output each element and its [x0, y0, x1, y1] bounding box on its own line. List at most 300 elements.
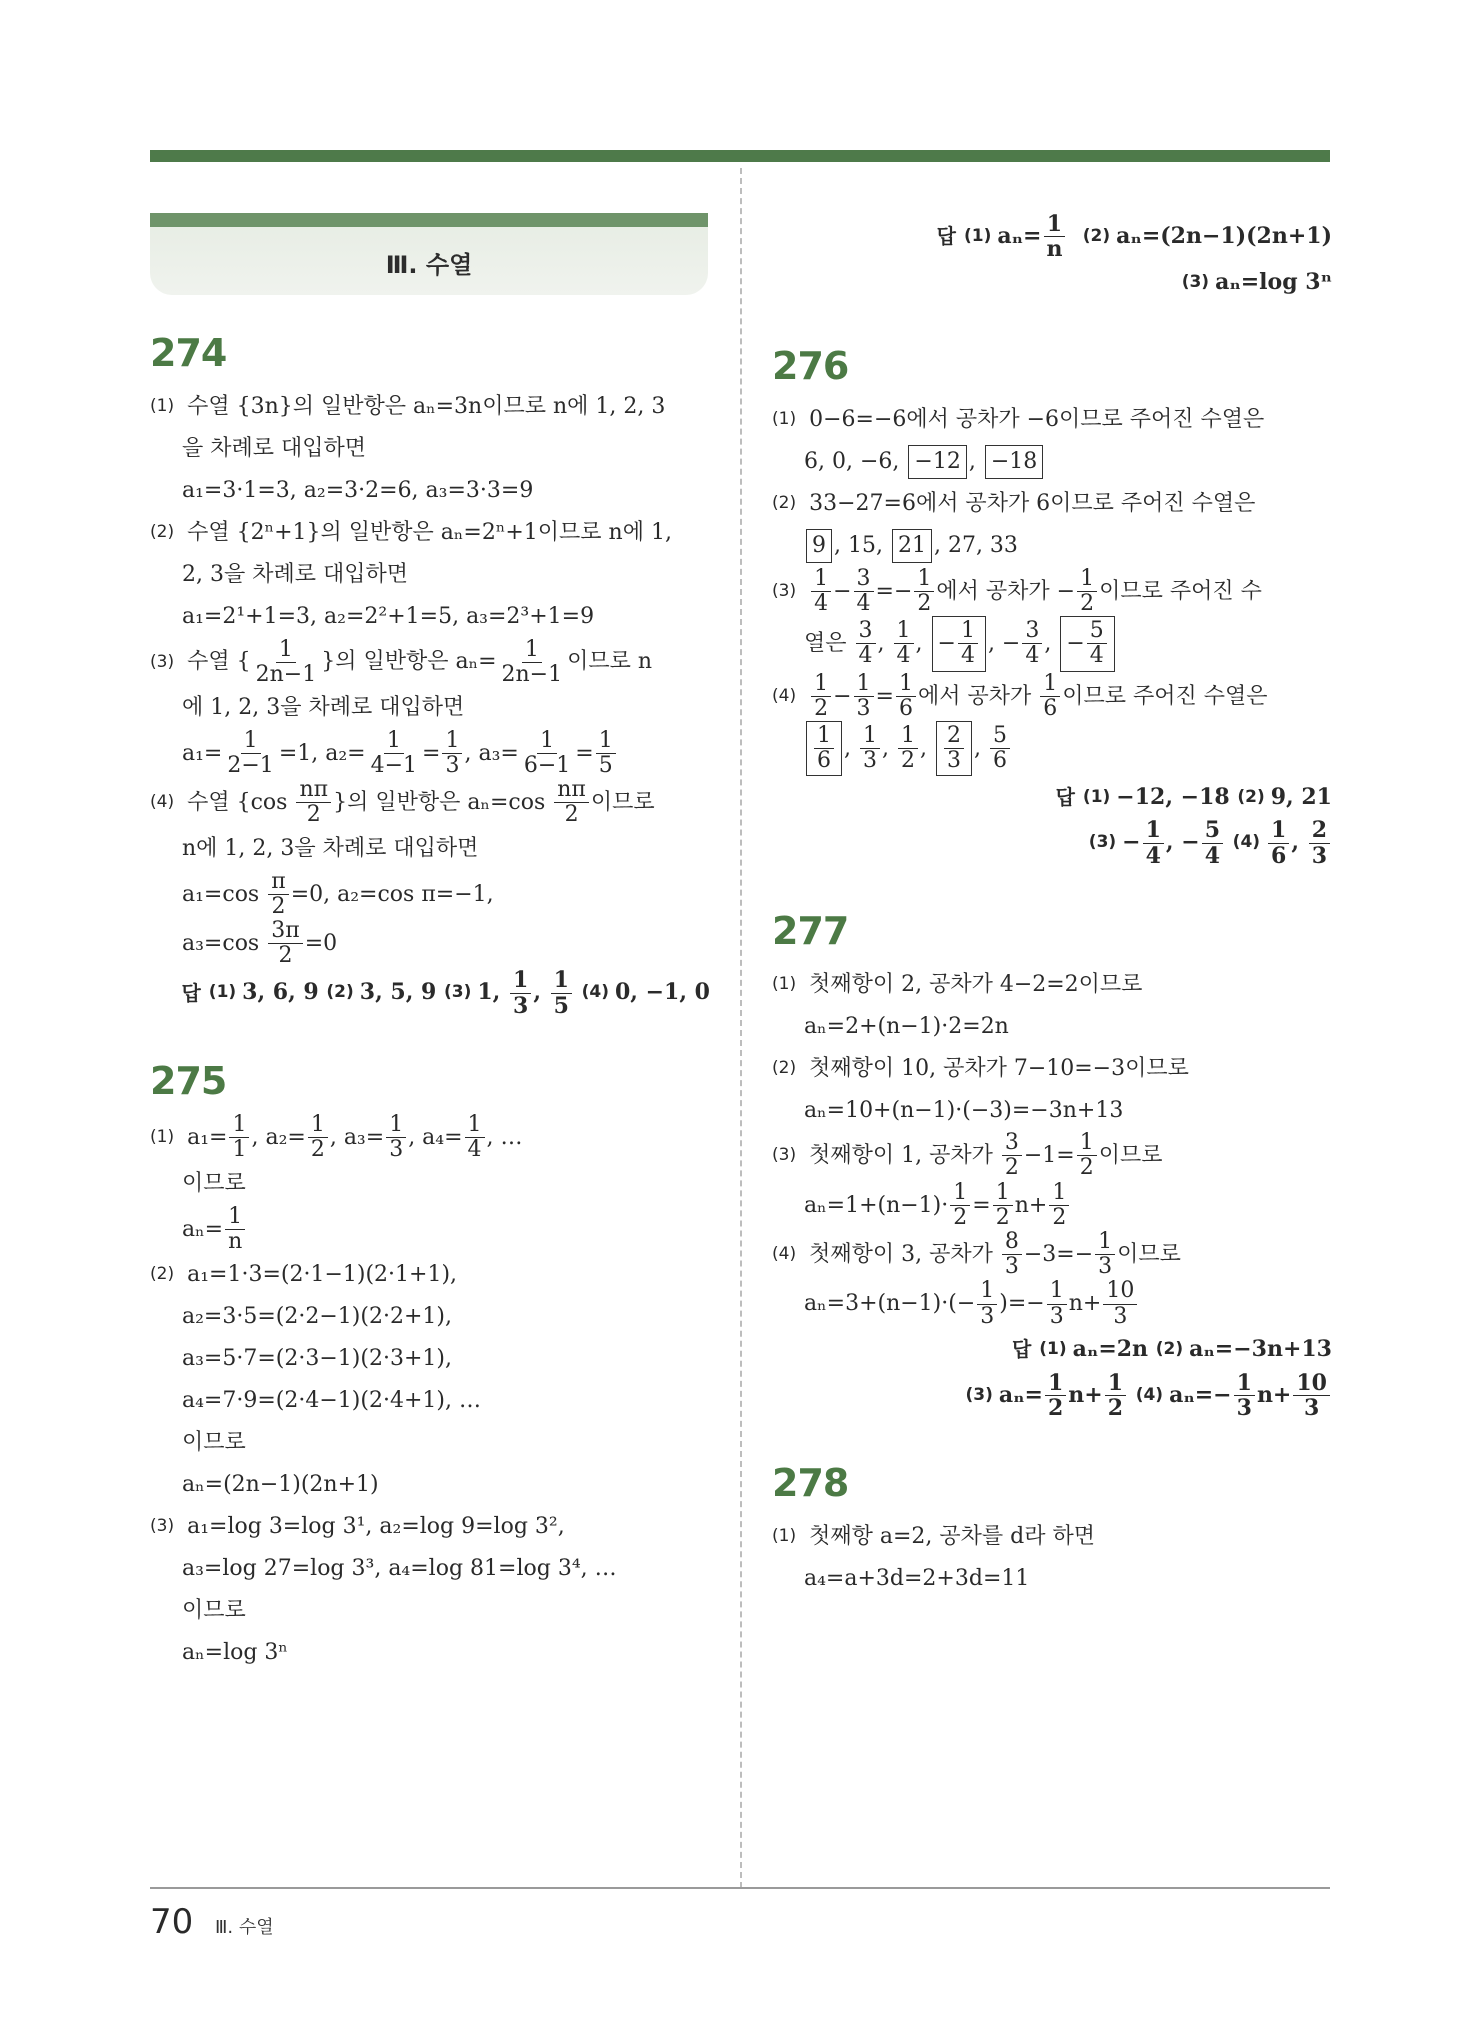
fraction-numerator: 1 — [950, 1181, 970, 1206]
text-run: , − — [1165, 829, 1200, 856]
text-run: a₃=5·7=(2·3−1)(2·3+1), — [182, 1346, 452, 1372]
section-tab — [150, 213, 708, 295]
fraction-denominator: 2−1 — [227, 753, 274, 779]
fraction-denominator: 1 — [232, 1137, 247, 1163]
text-run: , — [533, 979, 549, 1006]
item-marker: (1) — [963, 226, 992, 247]
text-run: 수열 {3n}의 일반항은 aₙ=3n이므로 n에 1, 2, 3 — [180, 393, 666, 419]
fraction — [1268, 818, 1289, 867]
answer-line — [150, 968, 710, 1017]
fraction-denominator: 3 — [1113, 1303, 1128, 1329]
fraction-numerator: 1 — [894, 619, 914, 644]
text-run: =0 — [304, 930, 338, 956]
text-run: a₁=3·1=3, a₂=3·2=6, a₃=3·3=9 — [182, 477, 534, 503]
fraction — [990, 724, 1010, 773]
solution-line — [772, 1181, 1332, 1230]
fraction-denominator: 4 — [1145, 842, 1161, 869]
fraction — [268, 870, 288, 919]
fraction-denominator: 4 — [856, 591, 871, 617]
fraction-denominator: 2 — [271, 893, 286, 919]
text-run: −12, −18 — [1116, 783, 1238, 810]
solution-line — [150, 1254, 710, 1296]
fraction-numerator: 2 — [944, 724, 964, 749]
fraction-numerator: π — [268, 870, 288, 895]
item-marker: (2) — [1237, 786, 1265, 807]
text-run: n에 1, 2, 3을 차례로 대입하면 — [182, 835, 479, 861]
text-run: 첫째항이 1, 공차가 — [802, 1143, 1000, 1169]
item-marker: (1) — [1082, 786, 1111, 807]
answer-label: 답 — [1011, 1337, 1032, 1362]
section-title: Ⅲ. 수열 — [385, 251, 473, 279]
fraction — [1077, 567, 1097, 616]
fraction-denominator: 6 — [993, 748, 1007, 774]
solution-line — [150, 1590, 710, 1632]
item-marker: (1) — [150, 1127, 175, 1148]
fraction-denominator: 4 — [814, 591, 829, 617]
fraction — [386, 1113, 406, 1162]
text-run: a₁= — [180, 1125, 228, 1151]
fraction — [1045, 1371, 1066, 1420]
solution-line — [772, 1131, 1332, 1180]
text-run: , a₃= — [464, 740, 519, 766]
text-run: 첫째항 a=2, 공차를 d라 하면 — [802, 1523, 1095, 1549]
text-run: 3, 6, 9 — [242, 979, 327, 1006]
fraction-numerator: 1 — [537, 729, 557, 754]
text-run: =1, a₂= — [278, 740, 366, 766]
fraction-numerator: 1 — [1234, 1371, 1255, 1396]
solution-line — [150, 1113, 710, 1162]
text-run: a₁=cos — [182, 881, 267, 907]
fraction-numerator: 1 — [1268, 818, 1289, 843]
text-run: n+ — [1256, 1381, 1292, 1408]
text-run: n+ — [1068, 1291, 1102, 1317]
answer-line — [772, 1329, 1332, 1371]
fraction-numerator: 1 — [811, 567, 831, 592]
fraction-denominator: 3 — [947, 748, 961, 774]
text-run: , — [1291, 829, 1307, 856]
solution-line — [772, 616, 1332, 671]
fraction — [944, 724, 964, 773]
fraction-numerator: 1 — [1040, 672, 1060, 697]
fraction-denominator: 2 — [1080, 591, 1095, 617]
solution-line — [772, 483, 1332, 525]
text-run: − — [833, 683, 852, 709]
solution-line — [772, 567, 1332, 616]
boxed-answer — [932, 616, 986, 671]
text-run — [1067, 223, 1082, 251]
text-run: 수열 {2ⁿ+1}의 일반항은 aₙ=2ⁿ+1이므로 n에 1, — [180, 519, 672, 545]
text-run: 이므로 — [590, 790, 655, 816]
fraction-numerator: 5 — [1087, 619, 1107, 644]
text-run: 수열 {cos — [180, 790, 295, 816]
text-run: 1, — [477, 979, 508, 1006]
right-column — [772, 212, 1332, 1600]
fraction-numerator: 1 — [1105, 1371, 1126, 1396]
answer-line — [772, 1371, 1332, 1420]
text-run: 이므로 — [182, 1170, 246, 1196]
solution-line — [150, 1464, 710, 1506]
fraction-denominator: 2 — [306, 802, 321, 828]
fraction — [914, 567, 934, 616]
text-run: a₄=a+3d=2+3d=11 — [804, 1565, 1030, 1591]
fraction-denominator: 2 — [901, 748, 915, 774]
fraction — [1103, 1279, 1137, 1328]
text-run: 이므로 — [1117, 1241, 1181, 1267]
text-run: , — [915, 631, 930, 657]
fraction-numerator: 1 — [898, 724, 918, 749]
text-run — [802, 578, 809, 606]
fraction-denominator: n — [228, 1228, 243, 1254]
item-marker: (4) — [581, 982, 609, 1003]
solution-line — [150, 638, 710, 687]
solution-line — [150, 470, 710, 512]
fraction-denominator: 4 — [1204, 842, 1220, 869]
text-run: aₙ= — [997, 222, 1042, 249]
fraction-numerator: 3 — [854, 567, 874, 592]
fraction — [1095, 1230, 1115, 1279]
fraction — [898, 724, 918, 773]
spacer — [772, 1420, 1332, 1460]
item-marker: (1) — [772, 409, 797, 430]
fraction — [499, 638, 566, 687]
spacer — [150, 1018, 710, 1058]
solution-line — [150, 1506, 710, 1548]
fraction — [856, 619, 876, 668]
text-run: aₙ=log 3ⁿ — [1215, 268, 1332, 295]
fraction — [551, 968, 572, 1017]
answer-line — [772, 818, 1332, 867]
boxed-sign: − — [1066, 631, 1085, 657]
fraction — [225, 1205, 245, 1254]
fraction-denominator: 3 — [863, 748, 877, 774]
fraction-numerator: 1 — [811, 672, 831, 697]
fraction-denominator: 2 — [564, 802, 579, 828]
text-run: a₂=3·5=(2·2−1)(2·2+1), — [182, 1304, 452, 1330]
fraction-numerator: 1 — [977, 1279, 997, 1304]
fraction-numerator: nπ — [296, 778, 331, 803]
spacer — [772, 303, 1332, 343]
fraction — [1293, 1371, 1330, 1420]
fraction-denominator: 6 — [898, 695, 913, 721]
fraction-denominator: 4−1 — [370, 753, 418, 779]
fraction-denominator: 3 — [1311, 842, 1327, 869]
fraction — [1202, 818, 1223, 867]
answer-label: 답 — [936, 224, 956, 249]
fraction — [1047, 1279, 1067, 1328]
fraction-denominator: 2 — [1079, 1155, 1094, 1181]
text-run: aₙ= — [182, 1216, 224, 1242]
text-run: a₁=log 3=log 3¹, a₂=log 9=log 3², — [180, 1514, 565, 1540]
fraction — [1022, 619, 1042, 668]
fraction-denominator: 2 — [1107, 1394, 1124, 1421]
text-run: 0, −1, 0 — [615, 979, 710, 1006]
text-run: a₁=2¹+1=3, a₂=2²+1=5, a₃=2³+1=9 — [182, 603, 595, 629]
fraction — [224, 729, 276, 778]
solution-line — [150, 554, 710, 596]
fraction-numerator: 1 — [1077, 567, 1097, 592]
text-run: =0, a₂=cos π=−1, — [290, 881, 494, 907]
text-run: 에 1, 2, 3을 차례로 대입하면 — [182, 695, 465, 721]
fraction-numerator: 1 — [993, 1181, 1013, 1206]
fraction — [811, 672, 831, 721]
fraction-numerator: 1 — [1047, 1279, 1067, 1304]
text-run: 이므로 — [1098, 1143, 1163, 1169]
item-marker: (3) — [1088, 832, 1117, 853]
boxed-answer: 9 — [806, 529, 832, 563]
solution-line — [150, 1422, 710, 1464]
fraction-numerator: 1 — [308, 1113, 328, 1138]
text-run: aₙ=3+(n−1)·(− — [804, 1291, 976, 1317]
fraction-denominator: 2 — [310, 1137, 325, 1163]
text-run: a₁= — [182, 740, 223, 766]
text-run: 이므로 주어진 수열은 — [1062, 683, 1268, 709]
fraction-numerator: 3 — [1022, 619, 1042, 644]
text-run: 첫째항이 3, 공차가 — [802, 1241, 1000, 1267]
item-marker: (2) — [326, 982, 354, 1003]
fraction-numerator: 1 — [225, 1205, 245, 1230]
solution-line — [150, 1632, 710, 1674]
fraction-numerator: 1 — [1077, 1131, 1097, 1156]
text-run: =− — [875, 578, 913, 604]
text-run: 열은 — [804, 631, 854, 657]
text-run: }의 일반항은 aₙ=cos — [333, 790, 553, 816]
text-run: 이므로 주어진 수 — [1099, 578, 1262, 604]
text-run: aₙ=10+(n−1)·(−3)=−3n+13 — [804, 1097, 1124, 1123]
item-marker: (4) — [1232, 832, 1261, 853]
text-run: , a₃= — [329, 1125, 385, 1151]
solution-line — [772, 1516, 1332, 1558]
item-marker: (2) — [1082, 226, 1111, 247]
fraction-denominator: 2 — [814, 695, 829, 721]
fraction-denominator: 3 — [445, 753, 460, 779]
text-run: , — [844, 735, 858, 761]
solution-line — [150, 512, 710, 554]
item-marker: (1) — [208, 982, 237, 1003]
fraction-numerator: 5 — [1202, 818, 1223, 843]
text-run: = — [575, 740, 594, 766]
fraction — [1234, 1371, 1255, 1420]
fraction-numerator: 1 — [522, 638, 542, 663]
text-run: aₙ=(2n−1)(2n+1) — [1116, 222, 1332, 249]
boxed-sign: − — [937, 631, 956, 657]
solution-line — [150, 1163, 710, 1205]
solution-line — [150, 729, 710, 778]
solution-line — [150, 1548, 710, 1590]
fraction-numerator: 3 — [856, 619, 876, 644]
fraction — [1309, 818, 1330, 867]
text-run: a₁=1·3=(2·1−1)(2·1+1), — [180, 1262, 458, 1288]
fraction — [860, 724, 880, 773]
text-run: , — [882, 735, 896, 761]
item-marker: (1) — [772, 973, 797, 994]
text-run: , — [877, 631, 892, 657]
fraction-denominator: 3 — [1049, 1303, 1064, 1329]
fraction-numerator: 1 — [229, 1113, 249, 1138]
fraction — [268, 919, 302, 968]
fraction — [950, 1181, 970, 1230]
solution-line — [772, 1279, 1332, 1328]
text-run: , 27, 33 — [933, 533, 1018, 559]
problem-number: 277 — [772, 908, 849, 953]
item-marker: (3) — [965, 1384, 993, 1405]
fraction-numerator: 1 — [384, 729, 404, 754]
fraction-numerator: 10 — [1103, 1279, 1137, 1304]
item-marker: (1) — [1039, 1339, 1067, 1360]
fraction-denominator: 2n−1 — [501, 661, 563, 687]
boxed-answer — [806, 721, 842, 776]
fraction — [993, 1181, 1013, 1230]
text-run: 6, 0, −6, — [804, 449, 907, 475]
fraction — [1105, 1371, 1126, 1420]
solution-line — [150, 596, 710, 638]
fraction-denominator: 5 — [553, 992, 569, 1019]
text-run: 9, 21 — [1270, 783, 1332, 810]
fraction — [1087, 619, 1107, 668]
bottom-rule — [150, 1887, 1330, 1889]
text-run: )=− — [999, 1291, 1045, 1317]
answer-line — [772, 212, 1332, 261]
fraction — [554, 778, 589, 827]
solution-line — [772, 1005, 1332, 1047]
fraction-denominator: 3 — [856, 695, 871, 721]
solution-line — [772, 525, 1332, 567]
text-run: = — [875, 683, 894, 709]
text-run — [1128, 1382, 1136, 1410]
text-run: , … — [486, 1125, 523, 1151]
solution-line — [150, 428, 710, 470]
text-run: }의 일반항은 aₙ= — [321, 649, 497, 675]
item-marker: (2) — [772, 1057, 797, 1078]
fraction-numerator: 1 — [442, 729, 462, 754]
fraction-denominator: 6−1 — [523, 753, 571, 779]
fraction-denominator: 2 — [278, 943, 293, 969]
fraction — [521, 729, 573, 778]
solution-line — [772, 1230, 1332, 1279]
solution-line — [772, 1047, 1332, 1089]
fraction-numerator: 1 — [914, 567, 934, 592]
item-marker: (1) — [772, 1526, 797, 1546]
fraction-denominator: 2 — [995, 1204, 1010, 1230]
fraction-denominator: 3 — [389, 1137, 404, 1163]
fraction — [1143, 818, 1164, 867]
fraction-denominator: 3 — [980, 1303, 995, 1329]
item-marker: (4) — [772, 1244, 797, 1265]
text-run: a₄=7·9=(2·4−1)(2·4+1), … — [182, 1388, 481, 1414]
fraction — [465, 1113, 485, 1162]
item-marker: (3) — [1181, 271, 1210, 292]
text-run: , — [1044, 631, 1059, 657]
boxed-answer: −18 — [985, 445, 1043, 479]
text-run: 이므로 — [182, 1430, 246, 1456]
item-marker: (2) — [150, 521, 175, 542]
text-run: aₙ=2n — [1072, 1336, 1156, 1362]
fraction-numerator: 3 — [1002, 1131, 1022, 1156]
fraction-numerator: 1 — [596, 729, 616, 754]
text-run: aₙ=(2n−1)(2n+1) — [182, 1472, 379, 1498]
text-run: , 15, — [834, 533, 890, 559]
fraction — [811, 567, 831, 616]
solution-line — [150, 1338, 710, 1380]
top-rule — [150, 150, 1330, 162]
solution-line — [772, 721, 1332, 776]
fraction — [510, 968, 531, 1017]
text-run: aₙ=1+(n−1)· — [804, 1192, 949, 1218]
text-run: , − — [987, 631, 1021, 657]
fraction — [229, 1113, 249, 1162]
fraction-denominator: 2 — [953, 1204, 968, 1230]
text-run: 수열 { — [180, 649, 251, 675]
fraction-denominator: 2 — [1052, 1204, 1067, 1230]
fraction-numerator: 1 — [551, 968, 572, 993]
item-marker: (2) — [772, 493, 797, 514]
text-run: aₙ=2+(n−1)·2=2n — [804, 1013, 1009, 1039]
problem-number: 274 — [150, 331, 227, 375]
boxed-answer — [936, 721, 972, 776]
fraction-numerator: 1 — [386, 1113, 406, 1138]
boxed-answer: −12 — [908, 445, 966, 479]
text-run: 3, 5, 9 — [359, 979, 444, 1006]
text-run — [574, 979, 582, 1007]
solution-line — [150, 1205, 710, 1254]
fraction — [296, 778, 331, 827]
fraction-numerator: 1 — [465, 1113, 485, 1138]
text-run: −1= — [1023, 1143, 1075, 1169]
text-run: n+ — [1068, 1381, 1103, 1408]
fraction-numerator: 3π — [268, 919, 302, 944]
fraction-numerator: 1 — [860, 724, 880, 749]
text-run: aₙ=− — [1169, 1381, 1232, 1408]
text-run: a₃=log 27=log 3³, a₄=log 81=log 3⁴, … — [182, 1556, 617, 1582]
fraction — [1077, 1131, 1097, 1180]
fraction — [814, 724, 834, 773]
fraction-numerator: 8 — [1002, 1230, 1022, 1255]
fraction — [894, 619, 914, 668]
item-marker: (3) — [772, 580, 797, 601]
solution-line — [772, 963, 1332, 1005]
item-marker: (1) — [150, 395, 175, 416]
fraction-denominator: 3 — [1004, 1254, 1019, 1280]
fraction — [368, 729, 420, 778]
fraction-denominator: 3 — [1304, 1394, 1320, 1421]
item-marker: (3) — [443, 982, 472, 1003]
fraction-numerator: 1 — [1143, 818, 1164, 843]
fraction-numerator: 1 — [510, 968, 531, 993]
text-run: , — [968, 449, 983, 475]
fraction-denominator: 2 — [1004, 1155, 1019, 1181]
fraction — [1002, 1230, 1022, 1279]
fraction-denominator: 6 — [817, 748, 831, 774]
answer-label: 답 — [181, 980, 201, 1005]
fraction-numerator: 1 — [1044, 212, 1065, 237]
fraction-denominator: 6 — [1043, 695, 1058, 721]
text-run: 0−6=−6에서 공차가 −6이므로 주어진 수열은 — [802, 407, 1265, 433]
text-run: −3=− — [1023, 1241, 1094, 1267]
text-run: aₙ=log 3ⁿ — [182, 1640, 288, 1666]
boxed-answer: 21 — [892, 529, 932, 563]
text-run: 을 차례로 대입하면 — [182, 435, 367, 461]
fraction-numerator: nπ — [554, 778, 589, 803]
column-divider — [740, 168, 742, 1888]
fraction-denominator: 4 — [1025, 643, 1040, 669]
fraction-denominator: 2 — [1047, 1394, 1064, 1421]
fraction-denominator: n — [1046, 236, 1063, 263]
text-run — [1225, 829, 1233, 857]
solution-line — [150, 828, 710, 870]
text-run: , a₂= — [251, 1125, 306, 1151]
item-marker: (2) — [1155, 1339, 1184, 1360]
solution-line — [150, 687, 710, 729]
fraction-denominator: 3 — [1098, 1254, 1113, 1280]
